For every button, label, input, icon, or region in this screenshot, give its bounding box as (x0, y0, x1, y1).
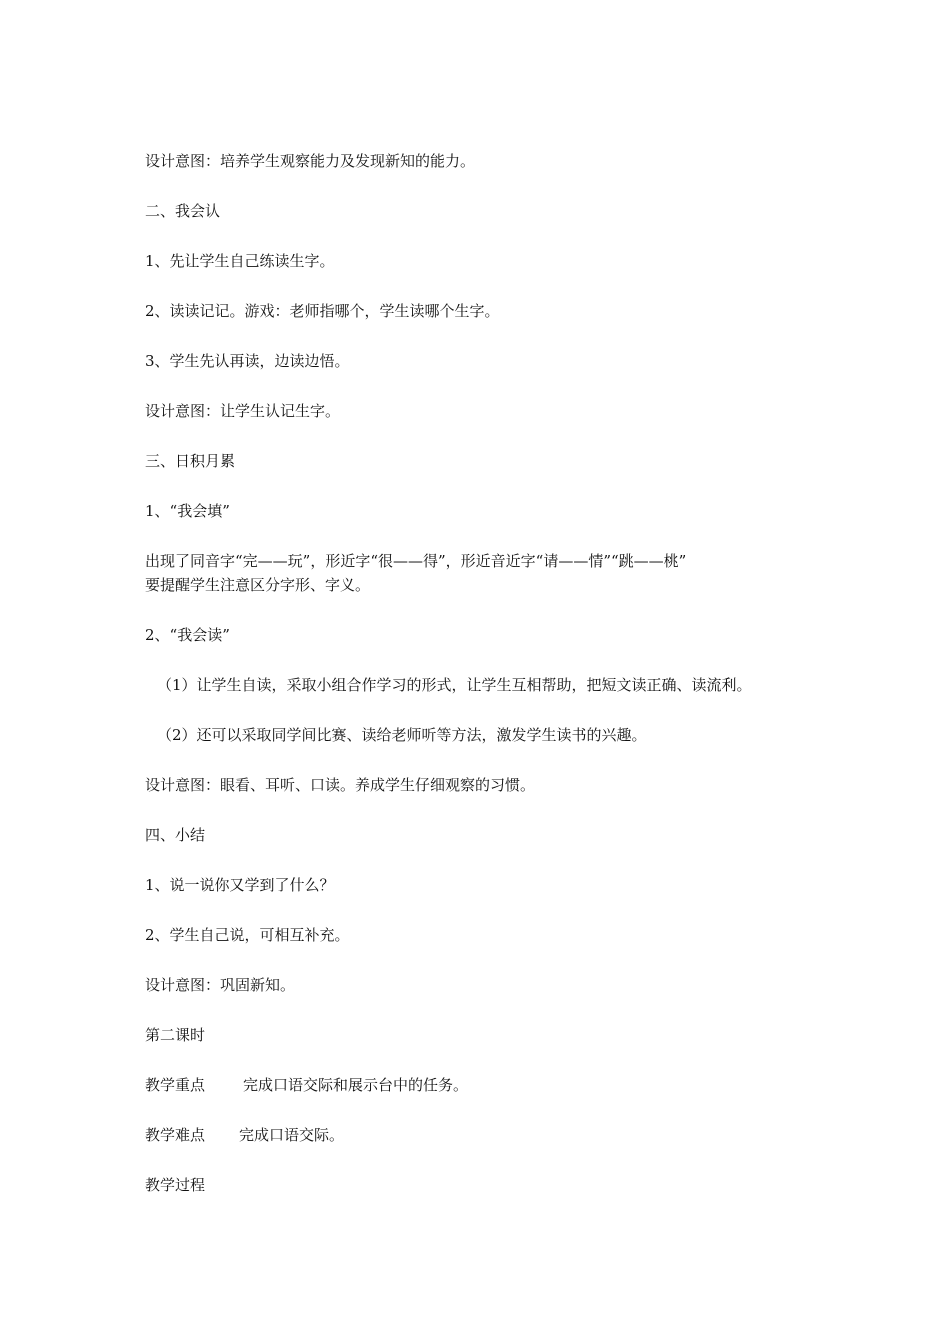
section-heading-2: 二、我会认 (145, 202, 221, 220)
design-intent-3: 设计意图：眼看、耳听、口读。养成学生仔细观察的习惯。 (145, 776, 536, 794)
teaching-focus-label: 教学重点 (145, 1076, 206, 1094)
step-3-2: 2、“我会读” (145, 626, 230, 644)
design-intent-4: 设计意图：巩固新知。 (145, 976, 296, 994)
section-heading-4: 四、小结 (145, 826, 206, 844)
teaching-process: 教学过程 (145, 1176, 206, 1194)
teaching-difficulty-text: 完成口语交际。 (239, 1126, 345, 1144)
paragraph-line-2: 要提醒学生注意区分字形、字义。 (145, 576, 371, 594)
teaching-difficulty (145, 1124, 344, 1146)
teaching-difficulty-label: 教学难点 (145, 1126, 206, 1144)
step-2-2: 2、读读记记。游戏：老师指哪个，学生读哪个生字。 (145, 302, 500, 320)
sub-step-2: （2）还可以采取同学间比赛、读给老师听等方法，激发学生读书的兴趣。 (157, 726, 647, 744)
step-2-1: 1、先让学生自己练读生字。 (145, 252, 335, 270)
step-3-1: 1、“我会填” (145, 502, 230, 520)
sub-step-1: （1）让学生自读，采取小组合作学习的形式，让学生互相帮助，把短文读正确、读流利。 (157, 676, 752, 694)
paragraph-line-1: 出现了同音字“完——玩”，形近字“很——得”，形近音近字“请——情”“跳——桃” (145, 552, 687, 570)
section-heading-3: 三、日积月累 (145, 452, 236, 470)
step-4-1: 1、说一说你又学到了什么？ (145, 876, 335, 894)
design-intent-2: 设计意图：让学生认记生字。 (145, 402, 341, 420)
teaching-focus-text: 完成口语交际和展示台中的任务。 (243, 1076, 469, 1094)
step-2-3: 3、学生先认再读，边读边悟。 (145, 352, 350, 370)
step-4-2: 2、学生自己说，可相互补充。 (145, 926, 350, 944)
lesson-heading: 第二课时 (145, 1026, 206, 1044)
teaching-focus (145, 1074, 468, 1096)
design-intent-1: 设计意图：培养学生观察能力及发现新知的能力。 (145, 152, 476, 170)
